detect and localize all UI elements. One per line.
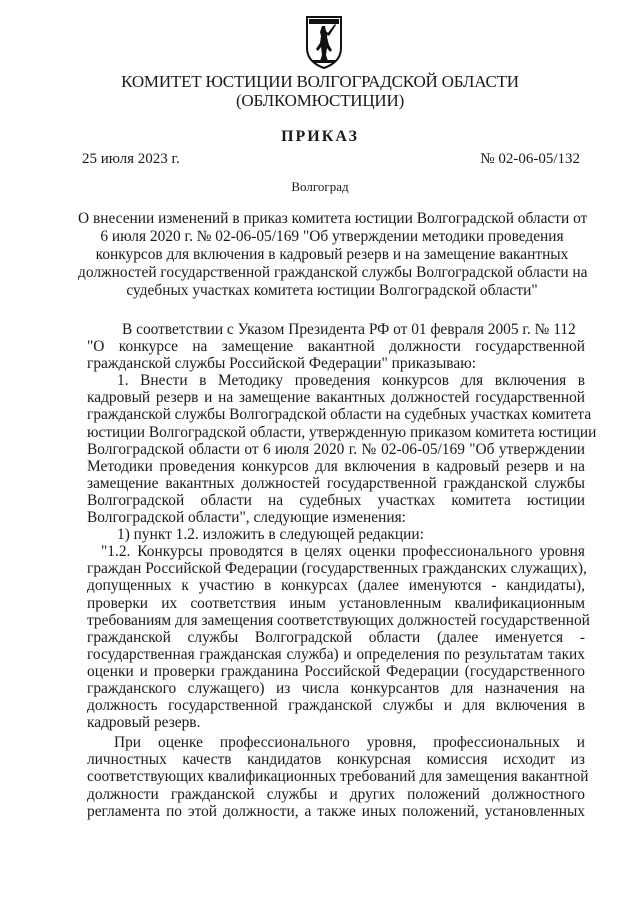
order-body	[87, 321, 597, 820]
body-line: должности гражданской службы и других положений должностного	[87, 785, 585, 803]
body-line: гражданского служащего) из числа конкурсантов для назначения на	[87, 679, 585, 697]
body-line: кадровый резерв.	[87, 714, 201, 732]
body-line: замещение вакантных должностей государственной гражданской службы	[87, 474, 585, 492]
order-number: № 02-06-05/132	[480, 151, 580, 167]
body-line: "1.2. Конкурсы проводятся в целях оценки профессионального уровня	[101, 543, 585, 561]
body-line: проверки их соответствия иным установленным квалификационным	[87, 594, 585, 612]
body-line: граждан Российской Федерации (государственных гражданских служащих),	[87, 560, 587, 578]
organization-name	[0, 72, 640, 110]
body-line: Волгоградской области", следующие изменения:	[87, 509, 406, 527]
org-line-2: (ОБЛКОМЮСТИЦИИ)	[235, 91, 405, 110]
body-line: гражданской службы Волгоградской области (далее именуется -	[87, 628, 585, 646]
body-line: соответствующих квалификационных требований для замещения вакантной	[87, 768, 589, 786]
subject-line: 6 июля 2020 г. № 02-06-05/169 "Об утверждении методики проведения	[100, 228, 564, 245]
body-line: личностных качеств кандидатов конкурсная комиссия исходит из	[87, 751, 585, 769]
city: Волгоград	[291, 179, 349, 194]
body-line: юстиции Волгоградской области, утвержденную приказом комитета юстиции	[87, 423, 597, 441]
body-line: 1) пункт 1.2. изложить в следующей редакции:	[117, 526, 424, 544]
body-line: Методики проведения конкурсов для включения в кадровый резерв и на	[87, 457, 585, 475]
body-line: государственная гражданская служба) и определения по результатам таких	[87, 645, 585, 663]
body-line: 1. Внести в Методику проведения конкурсов для включения в	[117, 372, 585, 390]
subject-line: конкурсов для включения в кадровый резерв и на замещение вакантных	[95, 246, 569, 263]
document-type: ПРИКАЗ	[281, 128, 359, 145]
body-line: допущенных к участию в конкурсах (далее именуются - кандидаты),	[87, 577, 585, 595]
body-line: В соответствии с Указом Президента РФ от 01 февраля 2005 г. № 112	[122, 321, 576, 338]
org-line-1: КОМИТЕТ ЮСТИЦИИ ВОЛГОГРАДСКОЙ ОБЛАСТИ	[121, 72, 519, 91]
subject-line: О внесении изменений в приказ комитета юстиции Волгоградской области от	[78, 210, 588, 227]
coat-of-arms-icon	[305, 15, 343, 70]
body-line: Волгоградской области на судебных участках комитета юстиции	[87, 491, 585, 509]
coat-of-arms-graphic	[305, 15, 343, 70]
body-line: гражданской службы Российской Федерации" приказываю:	[87, 355, 476, 373]
body-line: гражданской службы Волгоградской области на судебных участках комитета	[87, 406, 592, 424]
body-line: требованиям для замещения соответствующих должностей государственной	[87, 611, 590, 629]
order-date: 25 июля 2023 г.	[82, 151, 180, 167]
subject-line: судебных участках комитета юстиции Волгоградской области"	[126, 282, 538, 299]
body-line: кадровый резерв и на замещение вакантных должностей государственной	[87, 389, 585, 407]
body-line: оценки и проверки гражданина Российской Федерации (государственного	[87, 662, 585, 680]
body-line: регламента по этой должности, а также иных положений, установленных	[87, 802, 585, 820]
body-line: должность государственной гражданской службы и для включения в	[87, 697, 585, 715]
order-subject	[78, 210, 586, 300]
body-line: "О конкурсе на замещение вакантной должности государственной	[87, 338, 585, 356]
body-line: Волгоградской области от 6 июля 2020 г. № 02-06-05/169 "Об утверждении	[87, 440, 585, 458]
body-line: При оценке профессионального уровня, профессиональных и	[114, 734, 585, 752]
subject-line: должностей государственной гражданской службы Волгоградской области на	[78, 264, 588, 281]
